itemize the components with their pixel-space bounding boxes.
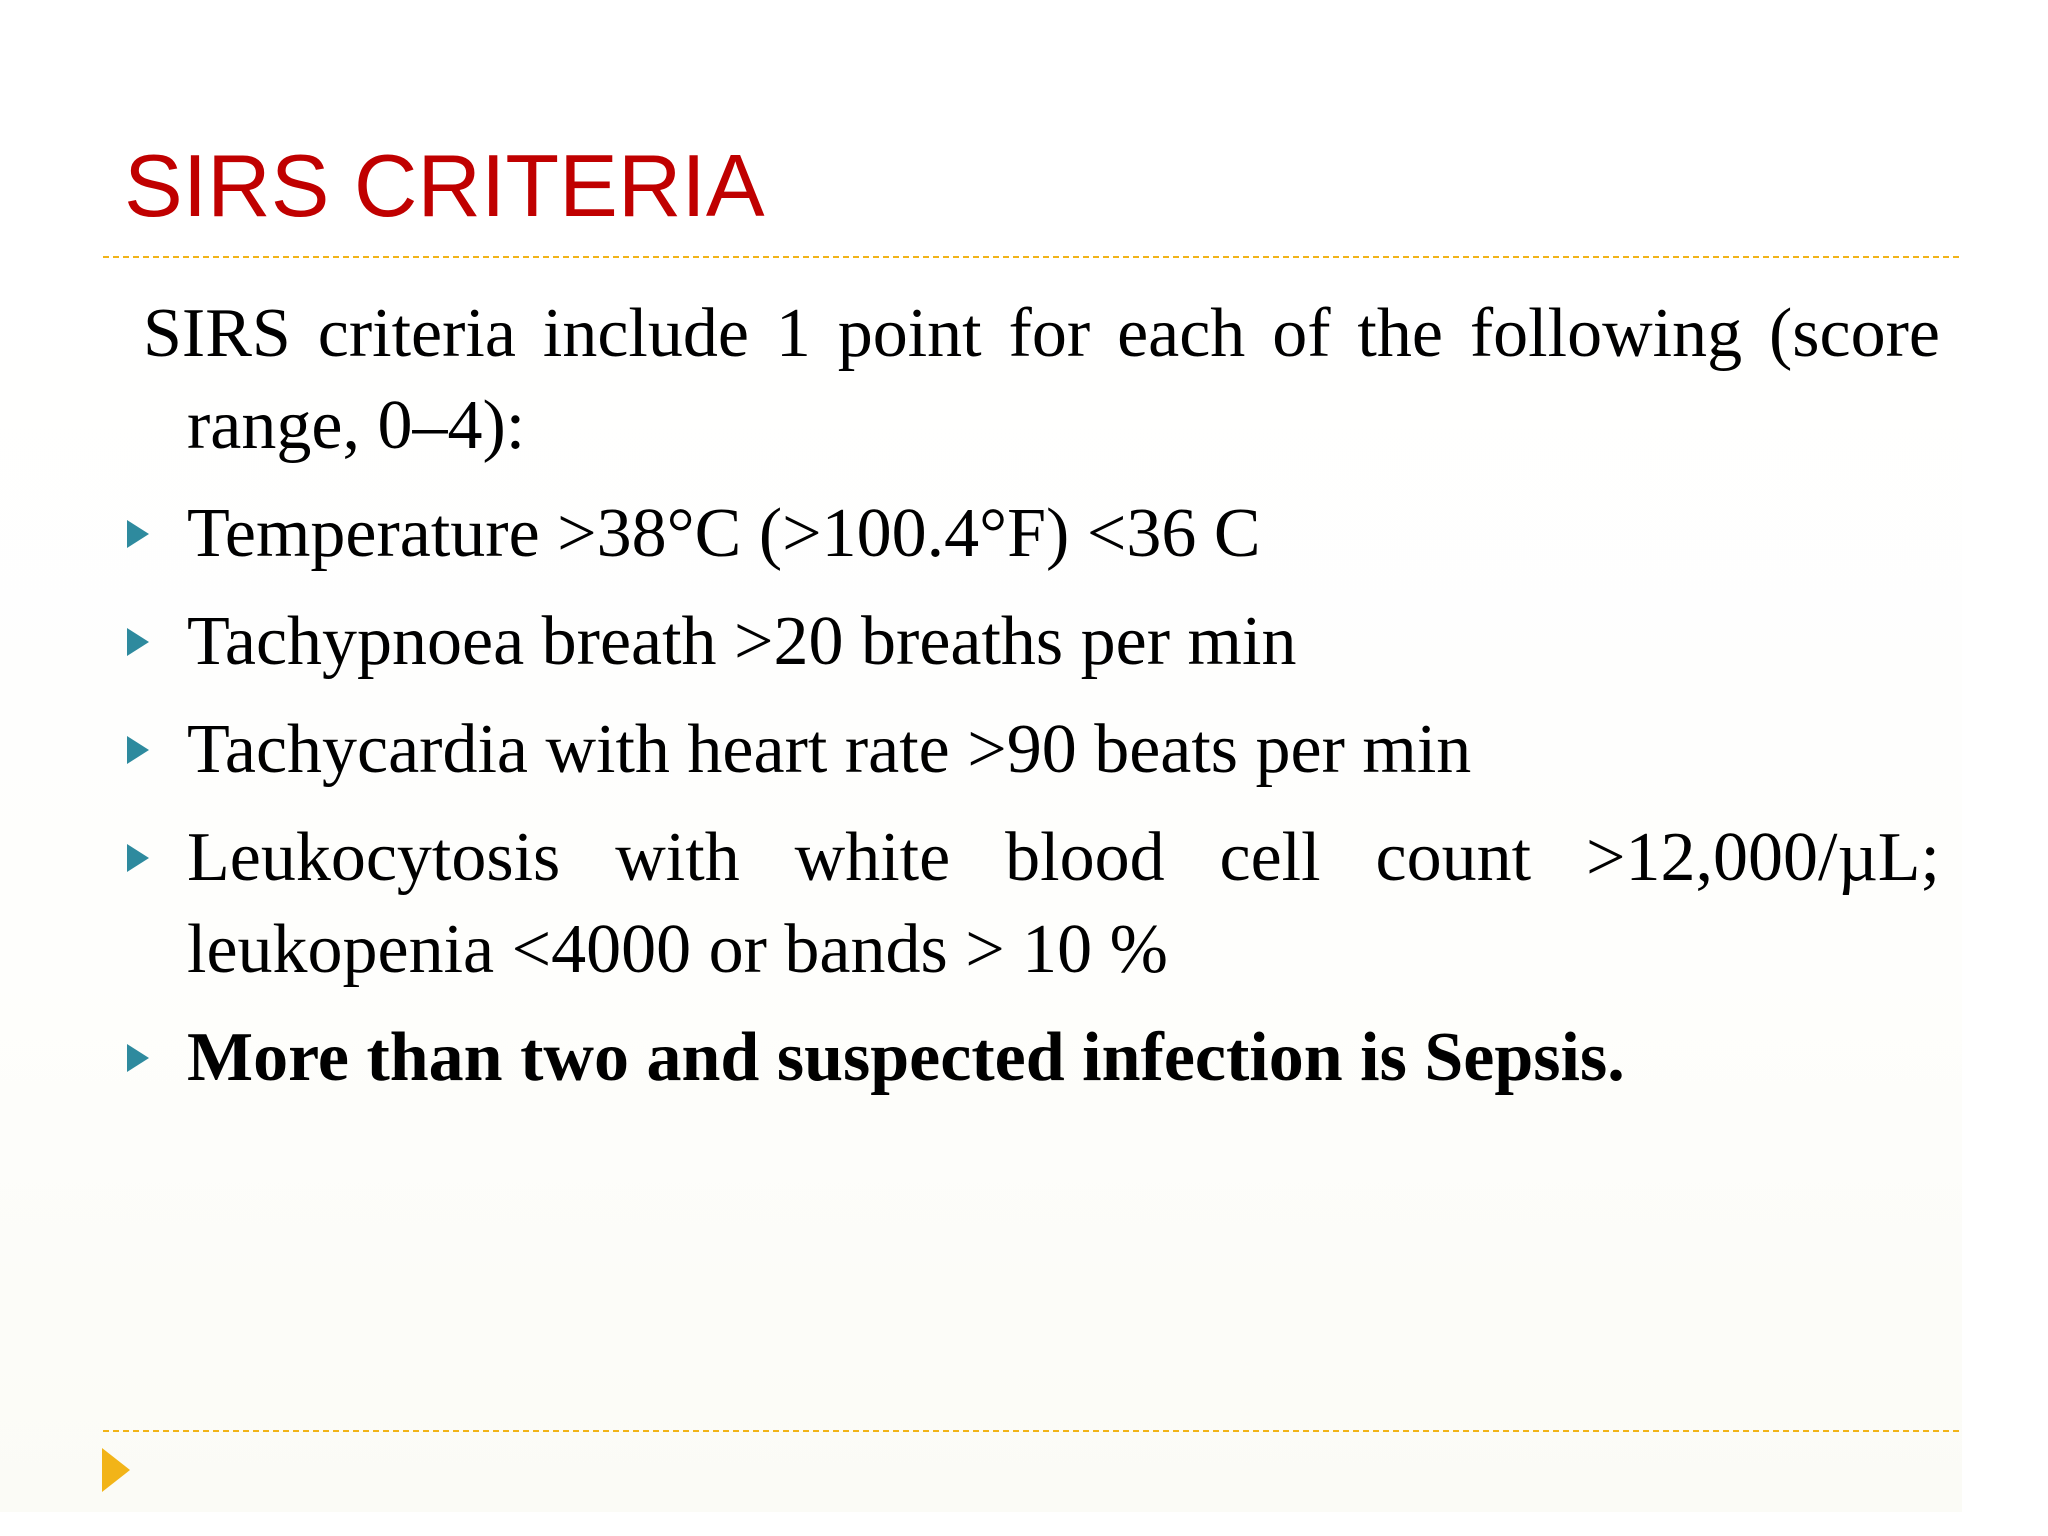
list-item (0, 704, 2048, 796)
title-divider (103, 256, 1959, 258)
footer-divider (103, 1430, 1959, 1432)
triangle-right-icon (127, 844, 149, 872)
bullet-text: Temperature >38°C (>100.4°F) <36 C (187, 495, 1261, 572)
list-item (0, 596, 2048, 688)
triangle-right-icon (127, 520, 149, 548)
bullet-text: Leukocytosis with white blood cell count >12,000/µL; leukopenia <4000 or bands > 10 % (187, 819, 1940, 988)
intro-text: SIRS criteria include 1 point for each of the following (score range, 0–4): (143, 295, 1940, 464)
triangle-right-icon (127, 1044, 149, 1072)
triangle-right-icon (127, 628, 149, 656)
criteria-list (0, 488, 2048, 1104)
bullet-text-emphasis: More than two and suspected infection is Sepsis. (187, 1019, 1625, 1096)
triangle-right-icon (102, 1448, 130, 1492)
list-item (0, 1012, 2048, 1104)
slide-title: SIRS CRITERIA (124, 136, 765, 235)
bullet-text: Tachycardia with heart rate >90 beats per min (187, 711, 1472, 788)
list-item (0, 488, 2048, 580)
list-item (0, 812, 2048, 996)
triangle-right-icon (127, 736, 149, 764)
bullet-text: Tachypnoea breath >20 breaths per min (187, 603, 1297, 680)
